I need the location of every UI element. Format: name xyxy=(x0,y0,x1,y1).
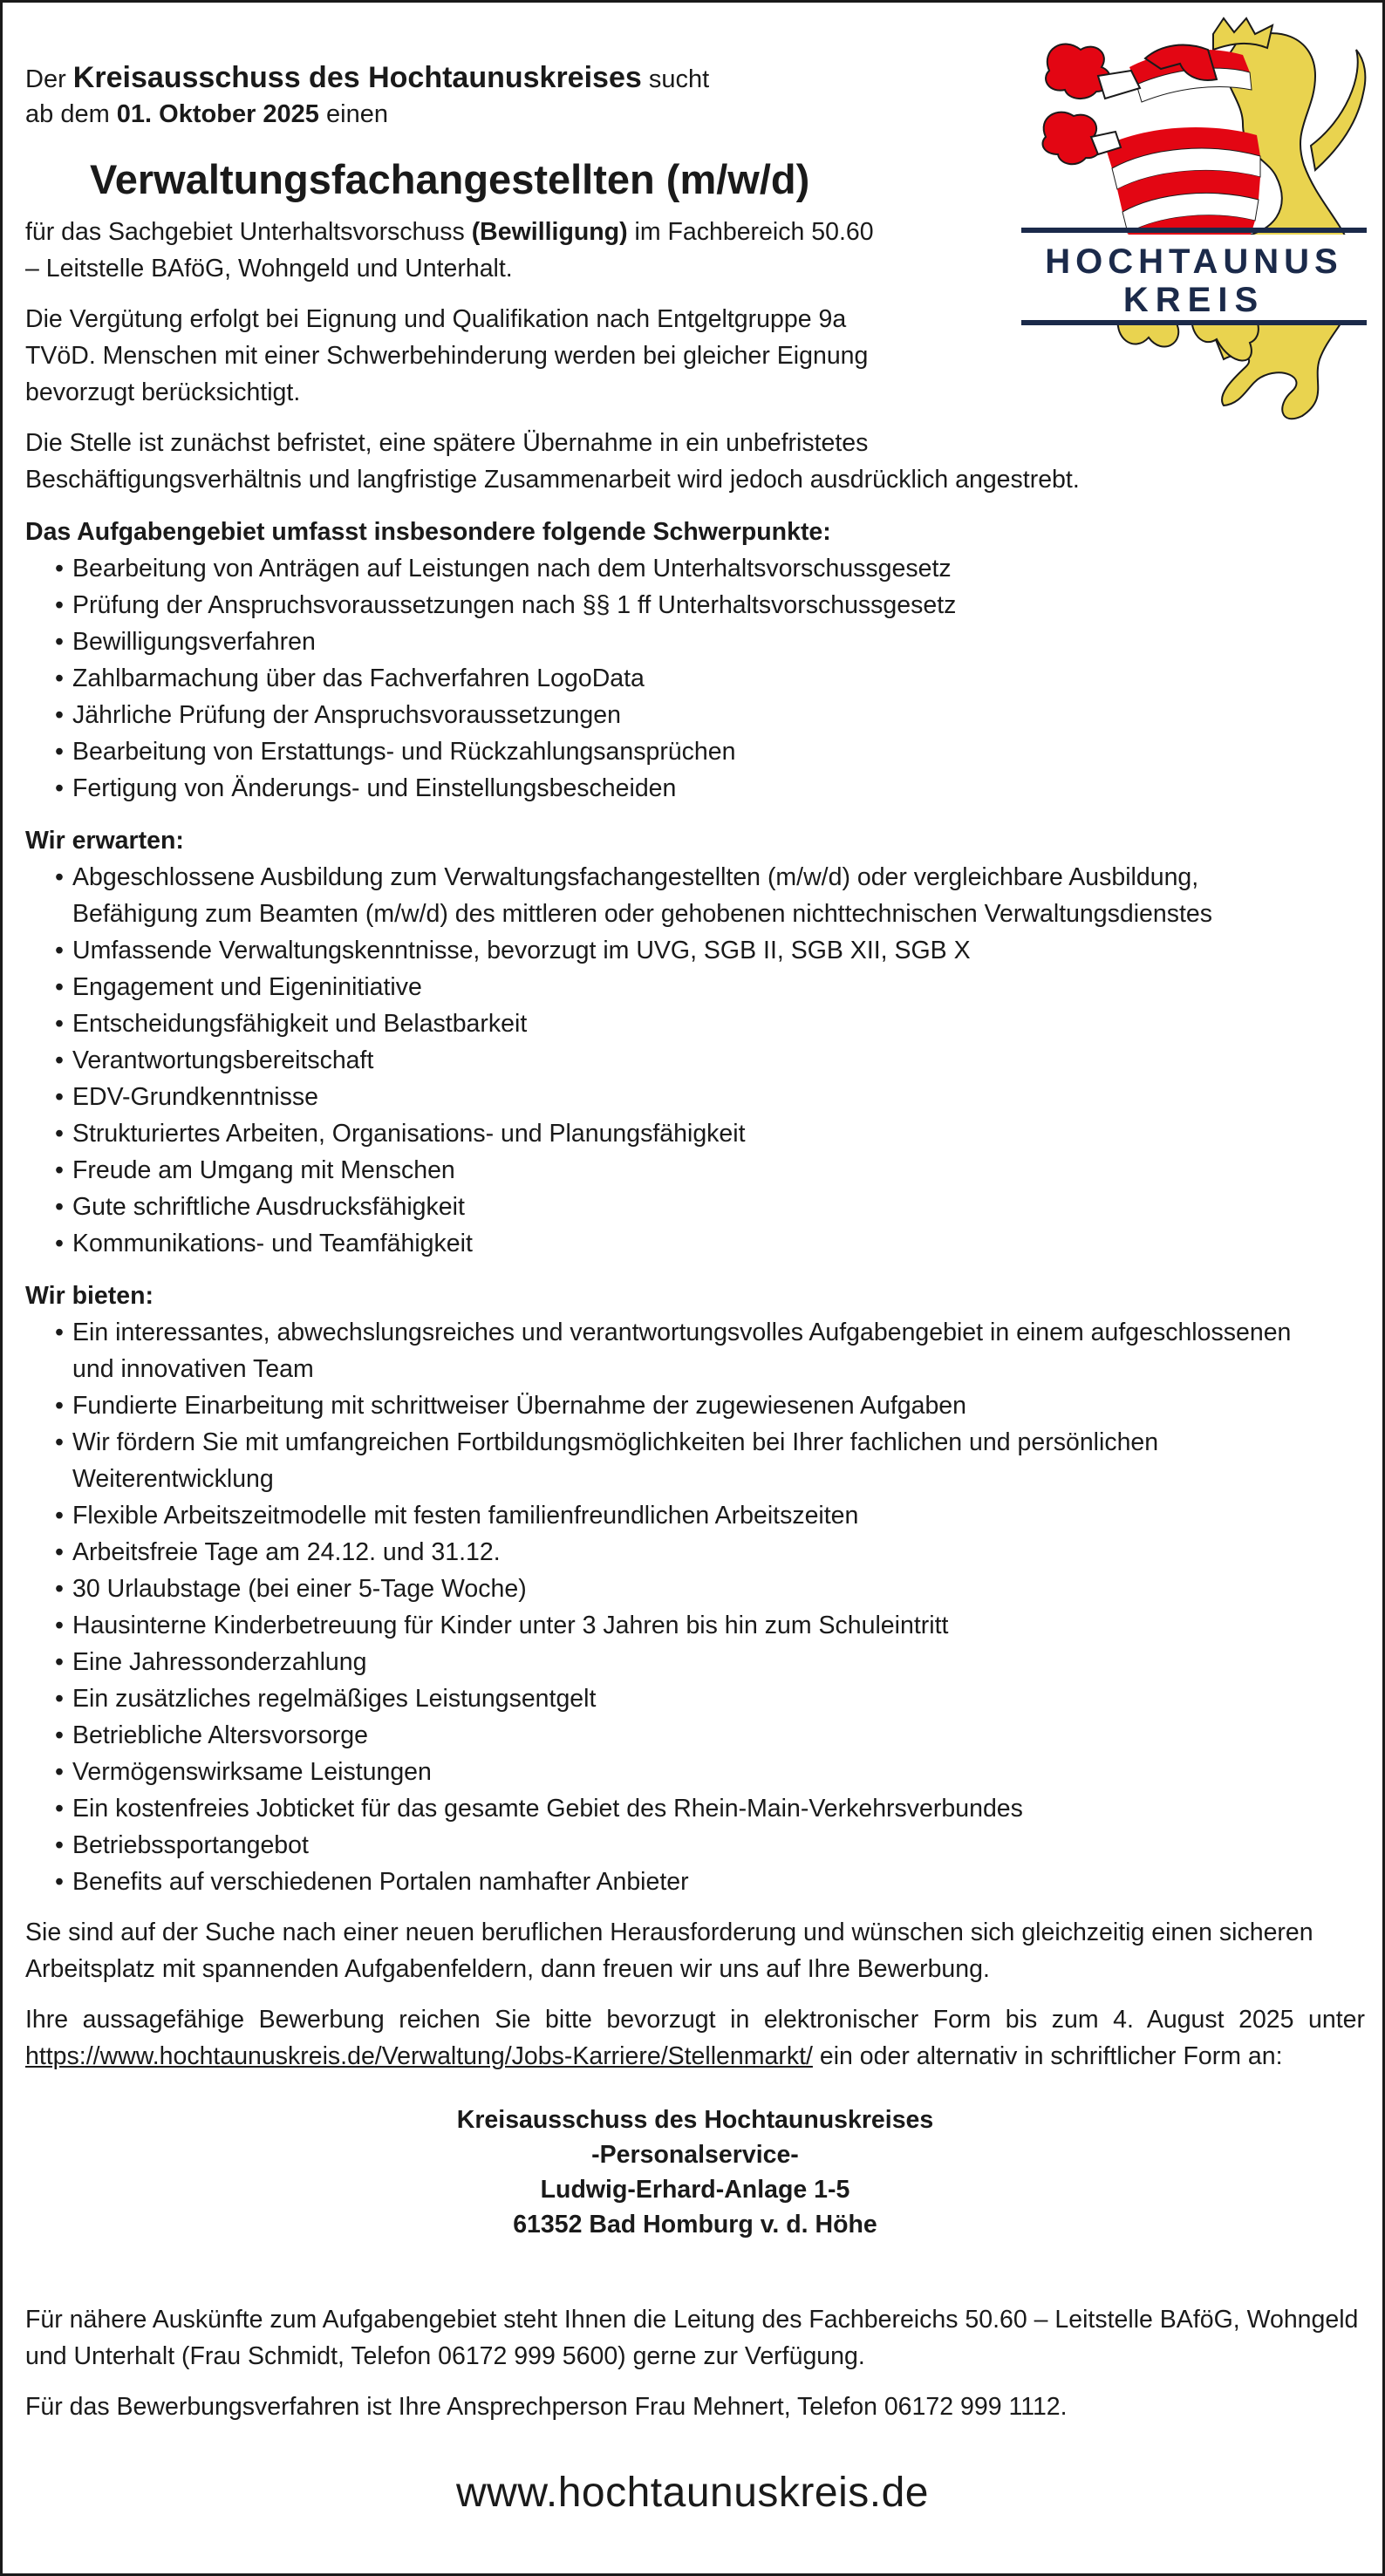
content xyxy=(25,60,1365,2425)
list-item: • Wir fördern Sie mit umfangreichen Fortbildungsmöglichkeiten bei Ihrer fachlichen und persönlichen Weiterentwicklung xyxy=(72,1424,1365,1497)
list-item: • Bearbeitung von Erstattungs- und Rückzahlungsansprüchen xyxy=(72,733,1365,770)
list-item: • Entscheidungsfähigkeit und Belastbarkeit xyxy=(72,1005,1365,1042)
list-item: • Benefits auf verschiedenen Portalen namhafter Anbieter xyxy=(72,1864,1365,1900)
contact-info-paragraph: Für nähere Auskünfte zum Aufgabengebiet steht Ihnen die Leitung des Fachbereichs 50.60 – Leitstelle BAföG, Wohngeld und Unterhalt (Frau Schmidt, Telefon 06172 999 5600) gerne zur Verfügung. xyxy=(25,2306,1359,2370)
list-item: • Freude am Umgang mit Menschen xyxy=(72,1152,1365,1189)
address-block xyxy=(25,2102,1365,2242)
list-item: • Bearbeitung von Anträgen auf Leistungen nach dem Unterhaltsvorschussgesetz xyxy=(72,550,1365,587)
address-line: Kreisausschuss des Hochtaunuskreises xyxy=(456,2106,934,2134)
closing-paragraph: Sie sind auf der Suche nach einer neuen beruflichen Herausforderung und wünschen sich gleichzeitig einen sicheren Arbeitsplatz mit spannenden Aufgabenfeldern, dann freuen wir uns auf Ihre Bewerbung. xyxy=(25,1918,1313,1983)
intro-line-1: Der Kreisausschuss des Hochtaunuskreises sucht xyxy=(25,61,710,94)
tasks-list xyxy=(25,550,1365,807)
intro-line-2: ab dem 01. Oktober 2025 einen xyxy=(25,100,388,128)
apply-paragraph: Ihre aussagefähige Bewerbung reichen Sie bitte bevorzugt in elektronischer Form bis zum 4. August 2025 unter https://www.hochtaunuskreis.de/Verwaltung/Jobs-Karriere/Stellenmarkt/ ein oder alternativ in schriftlicher Form an: xyxy=(25,2006,1365,2070)
list-item: • Vermögenswirksame Leistungen xyxy=(72,1754,1365,1790)
application-contact-paragraph: Für das Bewerbungsverfahren ist Ihre Ansprechperson Frau Mehnert, Telefon 06172 999 1112. xyxy=(25,2393,1068,2421)
tasks-heading: Das Aufgabengebiet umfasst insbesondere folgende Schwerpunkte: xyxy=(25,518,831,546)
list-item: • Eine Jahressonderzahlung xyxy=(72,1644,1365,1680)
salary-paragraph: Die Vergütung erfolgt bei Eignung und Qualifikation nach Entgeltgruppe 9a TVöD. Menschen mit einer Schwerbehinderung werden bei gleicher Eignung bevorzugt berücksichtigt. xyxy=(25,305,869,406)
offer-heading: Wir bieten: xyxy=(25,1282,154,1310)
contract-paragraph: Die Stelle ist zunächst befristet, eine spätere Übernahme in ein unbefristetes Beschäftigungsverhältnis und langfristige Zusammenarbeit wird jedoch ausdrücklich angestrebt. xyxy=(25,429,1080,494)
list-item: • Fundierte Einarbeitung mit schrittweiser Übernahme der zugewiesenen Aufgaben xyxy=(72,1387,1365,1424)
list-item: • Arbeitsfreie Tage am 24.12. und 31.12. xyxy=(72,1534,1365,1571)
list-item: • Ein kostenfreies Jobticket für das gesamte Gebiet des Rhein-Main-Verkehrsverbundes xyxy=(72,1790,1365,1827)
list-item: • Flexible Arbeitszeitmodelle mit festen familienfreundlichen Arbeitszeiten xyxy=(72,1497,1365,1534)
list-item: • Hausinterne Kinderbetreuung für Kinder unter 3 Jahren bis hin zum Schuleintritt xyxy=(72,1607,1365,1644)
list-item: • Prüfung der Anspruchsvoraussetzungen nach §§ 1 ff Unterhaltsvorschussgesetz xyxy=(72,587,1365,624)
intro xyxy=(25,60,1365,132)
website-url[interactable]: www.hochtaunuskreis.de xyxy=(456,2470,929,2516)
address-line: Ludwig-Erhard-Anlage 1-5 xyxy=(540,2176,850,2204)
address-line: -Personalservice- xyxy=(591,2141,799,2169)
list-item: • Ein zusätzliches regelmäßiges Leistungsentgelt xyxy=(72,1680,1365,1717)
offer-list xyxy=(25,1314,1365,1900)
logo-text-line2: KREIS xyxy=(1122,281,1266,319)
list-item: • Engagement und Eigeninitiative xyxy=(72,969,1365,1005)
list-item: • Fertigung von Änderungs- und Einstellungsbescheiden xyxy=(72,770,1365,807)
list-item: • Betriebliche Altersvorsorge xyxy=(72,1717,1365,1754)
list-item: • Jährliche Prüfung der Anspruchsvoraussetzungen xyxy=(72,697,1365,733)
list-item: • Zahlbarmachung über das Fachverfahren LogoData xyxy=(72,660,1365,697)
logo-text-line1: HOCHTAUNUS xyxy=(1045,242,1343,281)
list-item: • Abgeschlossene Ausbildung zum Verwaltungsfachangestellten (m/w/d) oder vergleichbare Ausbildung, Befähigung zum Beamten (m/w/d) des mittleren oder gehobenen nichttechnischen Verwaltungsdienstes xyxy=(72,859,1365,932)
list-item: • Strukturiertes Arbeiten, Organisations- und Planungsfähigkeit xyxy=(72,1115,1365,1152)
list-item: • 30 Urlaubstage (bei einer 5-Tage Woche) xyxy=(72,1571,1365,1607)
department-paragraph: für das Sachgebiet Unterhaltsvorschuss (Bewilligung) im Fachbereich 50.60 – Leitstelle BAföG, Wohngeld und Unterhalt. xyxy=(25,218,874,283)
list-item: • Umfassende Verwaltungskenntnisse, bevorzugt im UVG, SGB II, SGB XII, SGB X xyxy=(72,932,1365,969)
expect-list xyxy=(25,859,1365,1262)
job-title: Verwaltungsfachangestellten (m/w/d) xyxy=(90,156,810,202)
list-item: • Betriebssportangebot xyxy=(72,1827,1365,1864)
list-item: • Gute schriftliche Ausdrucksfähigkeit xyxy=(72,1189,1365,1225)
list-item: • Ein interessantes, abwechslungsreiches und verantwortungsvolles Aufgabengebiet in einem aufgeschlossenen und innovativen Team xyxy=(72,1314,1365,1387)
list-item: • EDV-Grundkenntnisse xyxy=(72,1079,1365,1115)
list-item: • Verantwortungsbereitschaft xyxy=(72,1042,1365,1079)
jobs-link[interactable]: https://www.hochtaunuskreis.de/Verwaltung/Jobs-Karriere/Stellenmarkt/ xyxy=(25,2042,813,2070)
expect-heading: Wir erwarten: xyxy=(25,827,184,855)
list-item: • Kommunikations- und Teamfähigkeit xyxy=(72,1225,1365,1262)
address-line: 61352 Bad Homburg v. d. Höhe xyxy=(513,2211,877,2239)
list-item: • Bewilligungsverfahren xyxy=(72,624,1365,660)
